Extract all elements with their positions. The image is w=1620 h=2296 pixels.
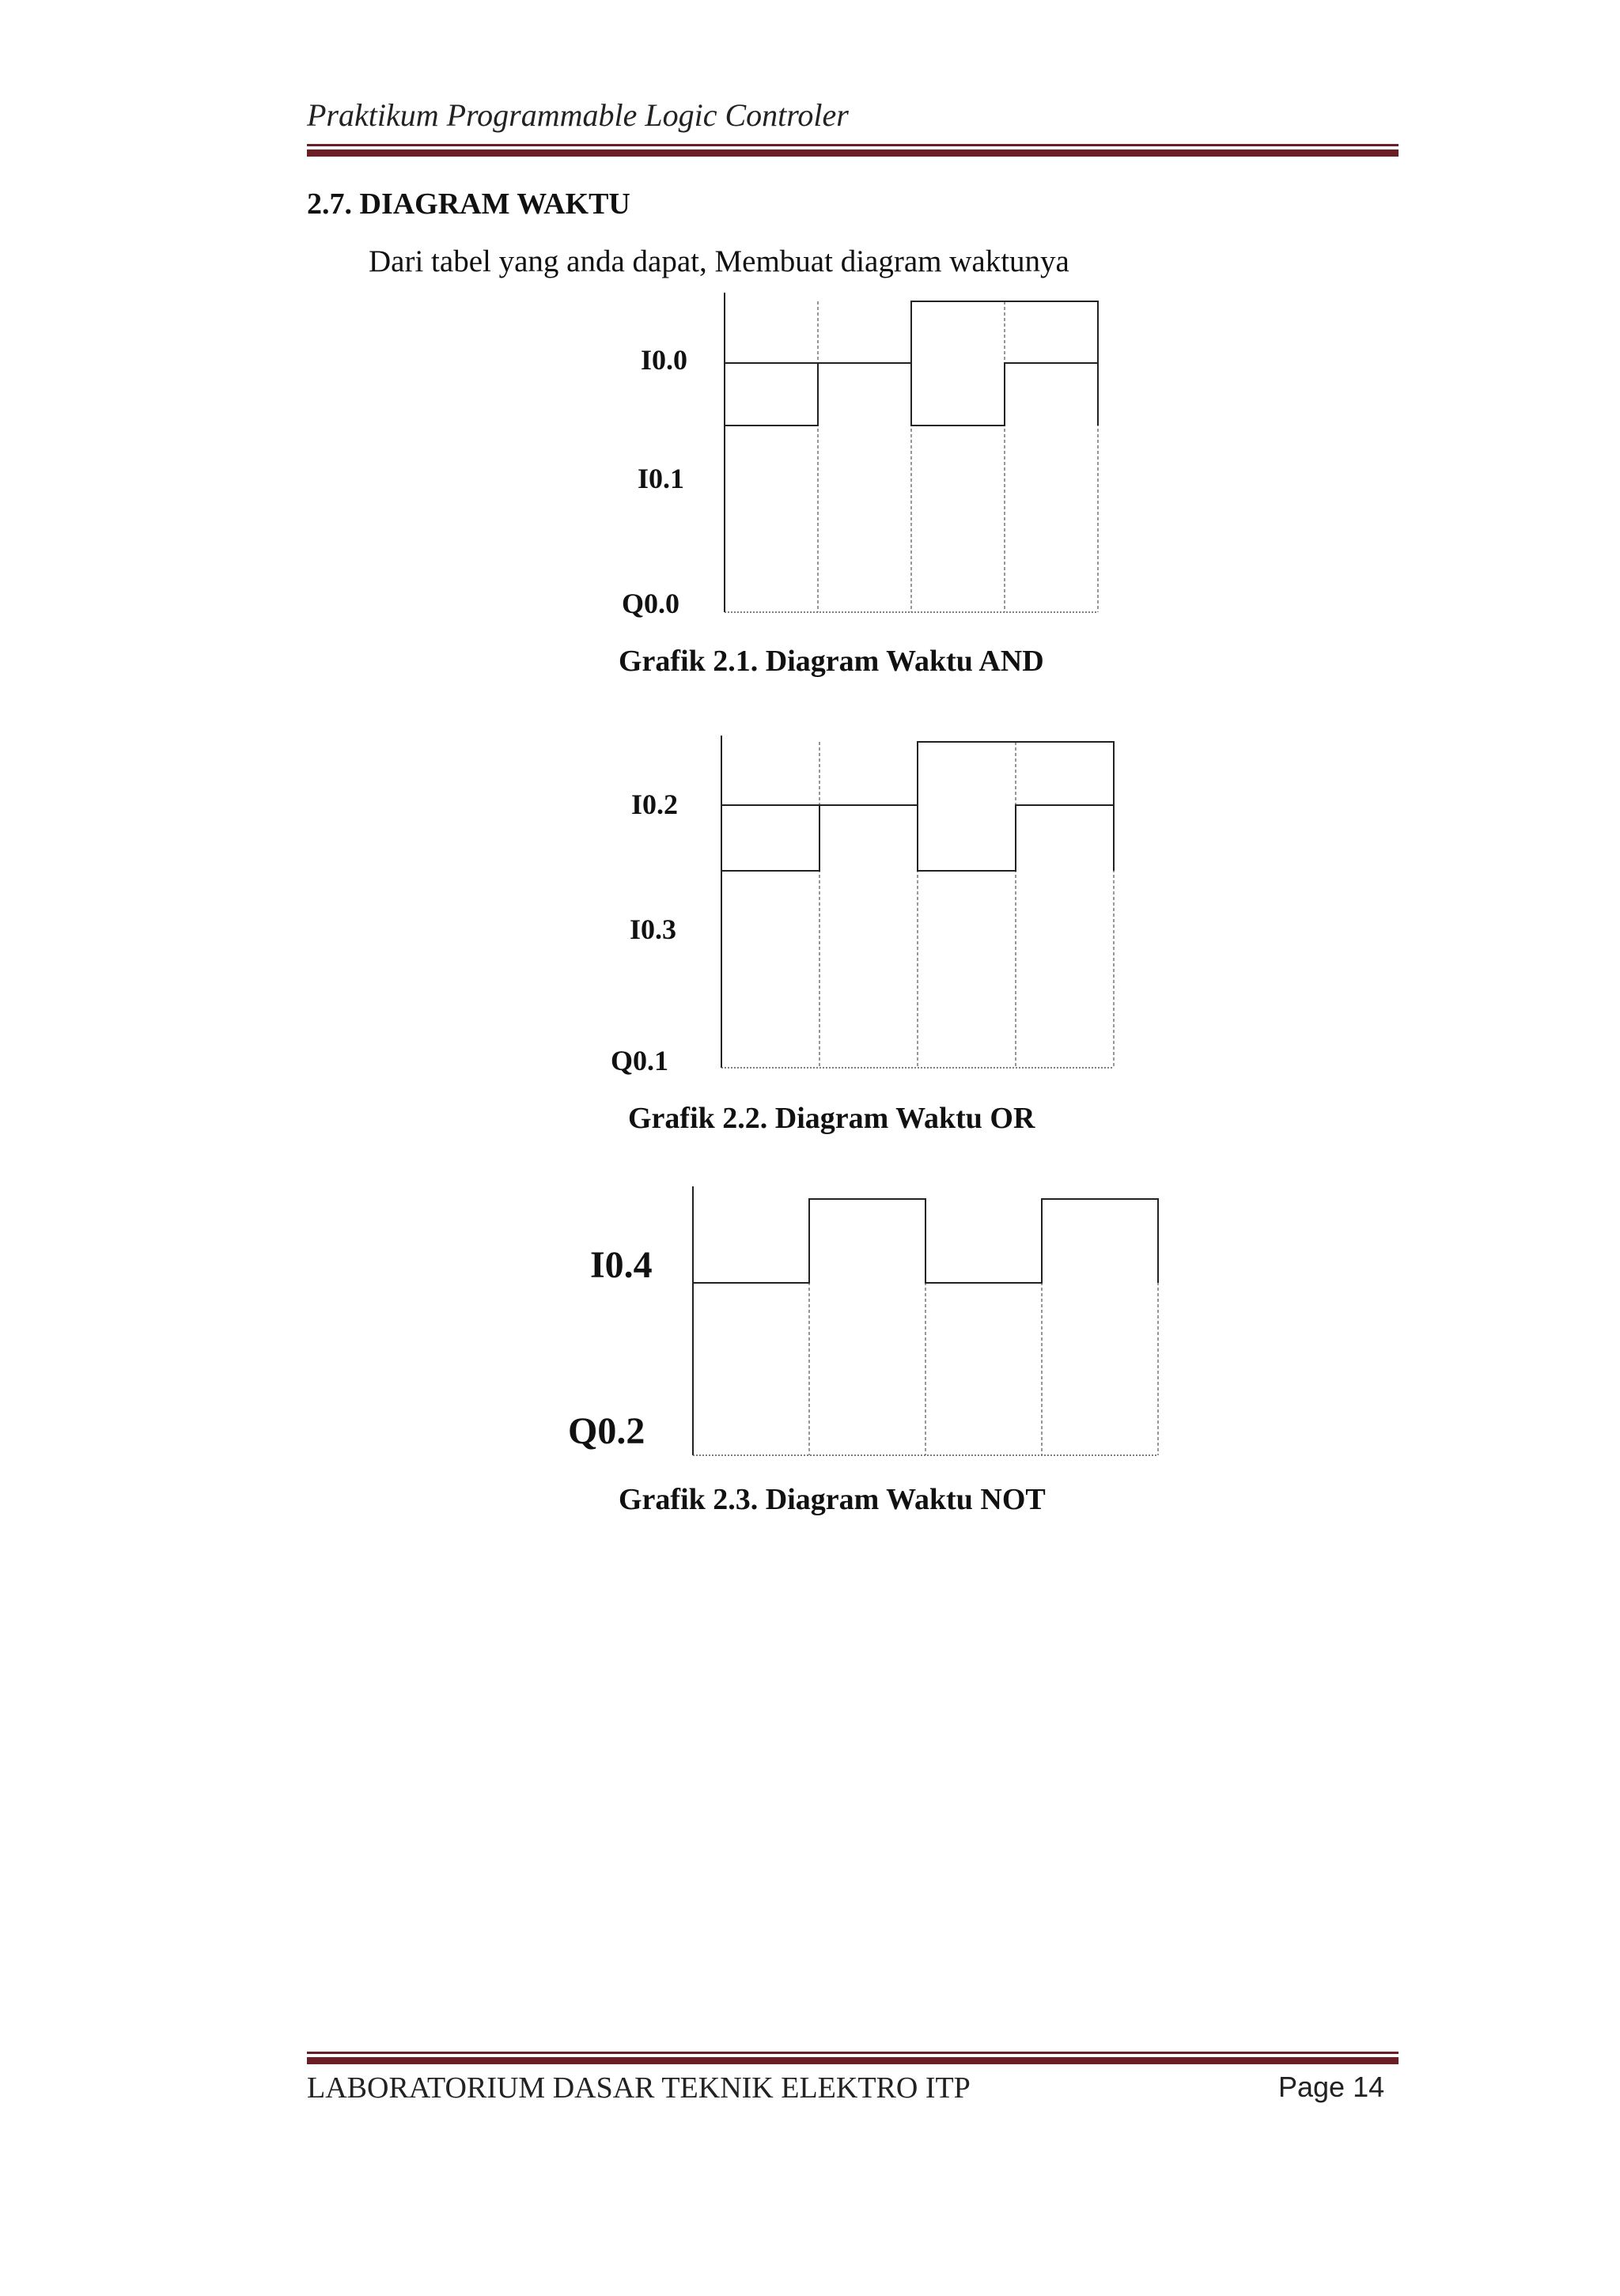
running-header-title: Praktikum Programmable Logic Controler — [307, 97, 849, 133]
signal-label-i00: I0.0 — [641, 344, 688, 376]
waveform-i01 — [725, 363, 1098, 426]
caption-and: Grafik 2.1. Diagram Waktu AND — [619, 645, 1044, 678]
caption-not: Grafik 2.3. Diagram Waktu NOT — [619, 1483, 1046, 1516]
signal-label-i04: I0.4 — [590, 1244, 653, 1286]
signal-label-i03: I0.3 — [630, 913, 677, 945]
intro-text: Dari tabel yang anda dapat, Membuat diagram waktunya — [369, 244, 1069, 278]
signal-label-i01: I0.1 — [638, 463, 685, 494]
header-divider — [307, 144, 1399, 157]
timing-diagram-not — [680, 1186, 1171, 1471]
waveform-i02 — [721, 742, 1114, 805]
caption-or: Grafik 2.2. Diagram Waktu OR — [628, 1102, 1035, 1135]
signal-label-q01: Q0.1 — [611, 1045, 669, 1076]
footer-lab-name: LABORATORIUM DASAR TEKNIK ELEKTRO ITP — [307, 2071, 971, 2105]
timing-diagram-and — [712, 293, 1107, 625]
section-title: 2.7. DIAGRAM WAKTU — [307, 187, 630, 221]
signal-label-i02: I0.2 — [631, 789, 679, 820]
signal-label-q02: Q0.2 — [568, 1410, 645, 1452]
waveform-i03 — [721, 805, 1114, 871]
footer-page-number: Page 14 — [1278, 2071, 1385, 2103]
footer-divider — [307, 2052, 1399, 2064]
waveform-i00 — [725, 301, 1098, 363]
signal-label-q00: Q0.0 — [622, 588, 680, 619]
timing-diagram-or — [709, 736, 1120, 1084]
waveform-i04 — [693, 1199, 1158, 1283]
